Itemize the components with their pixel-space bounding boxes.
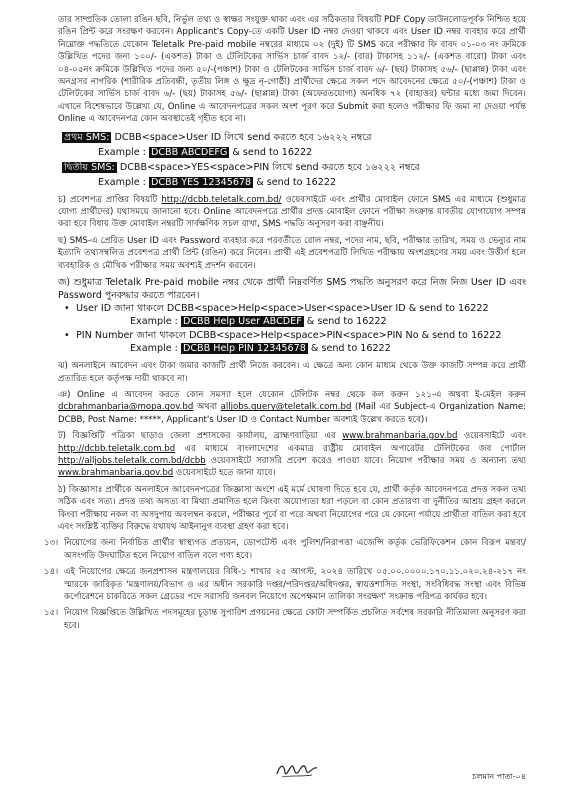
admit-card-notice [58,194,526,231]
teletalk-email-link[interactable]: alljobs.query@teletalk.com.bd [220,402,352,413]
first-sms-text: DCBB<space>User ID লিখে send করতে হবে ১৬২২২ নম্বরে [111,131,372,143]
recovery-user-id-example [58,315,526,329]
support-contact-pre: ঞ) Online এ আবেদন করতে কোন সমস্যা হলে যেকোন টেলিটক নম্বর থেকে কল করুন ১২১-এ অথবা ই-মেইল করুন [58,389,526,400]
recovery-pin-example-label: Example : [130,343,181,355]
circular-availability-m2: এর মাধ্যমে বাংলাদেশের একমাত্র রাষ্ট্রীয় মোবাইল অপারেটর টেলিটকের জব পোর্টাল [175,443,526,454]
recovery-pin-example-code: DCBB Help PIN 12345678 [182,343,306,355]
clause-14 [44,566,526,603]
self-application-paragraph: ঝ) অনলাইনে আবেদন এবং টাকা জমার কাজটি প্রার্থী নিজে করবেন। এ ক্ষেত্রে অন্য কোন মাধ্যম থেকে উক্ত কাজটি সম্পন্ন করে প্রার্থী প্রতারিত হলে কর্তৃপক্ষ দায়ী থাকবে না। [58,361,526,384]
second-sms-example [58,175,526,190]
support-contact-mid: অথবা [193,402,221,413]
second-sms-example-label: Example : [98,176,149,188]
support-contact-paragraph [58,389,526,426]
alljobs-teletalk-link[interactable]: http://alljobs.teletalk.com.bd/dcbb [58,455,206,466]
clause-13-text: নিয়োগের জন্য নির্বাচিত প্রার্থীর স্বাস্থ্যগত প্রত্যয়ন, ডোপটেস্ট এবং পুলিশ/নিরাপত্তা এজেন্সি কর্তৃক ভেরিফিকেশন কোন বিরূপ মন্তব্য/অসংগতি উদঘাটিত হলে নিয়োগ বাতিল বলে গণ্য হবে। [64,538,526,561]
second-sms-example-tail: & send to 16222 [253,176,337,188]
bullet-dot-icon: • [64,330,70,342]
recovery-bullet-pin [58,329,526,342]
recovery-user-id-example-tail: & send to 16222 [303,316,387,328]
declaration-paragraph: ঠ) জিজ্ঞাসাঃ প্রার্থীকে অনলাইনে আবেদনপত্রের জিজ্ঞাসা অংশে এই মর্মে ঘোষণা দিতে হবে যে, প্রার্থী কর্তৃক আবেদনপত্রে প্রদত্ত সকল তথ্য সঠিক এবং সত্য। প্রদত্ত তথ্য অসত্য বা মিথ্যা প্রমাণিত হলে কিংবা অযোগ্যতা ধরা পড়লে বা কোন প্রতারণা বা দুর্নীতির আশ্রয় গ্রহণ করলে কিংবা পরীক্ষায় নকল বা অসদুপায় অবলম্বন করলে, পরীক্ষার পূর্বে বা পরে অথবা নিয়োগের পরে যে কোনো পর্যায়ে প্রার্থীতা বাতিল করা হবে এবং সংশ্লিষ্ট ব্যক্তির বিরুদ্ধে যথাযথ আইনানুগ ব্যবস্থা গ্রহণ করা হবে। [58,484,526,532]
support-contact-post: (Mail এর Subject-এ Organization Name: DCBB, Post Name: *****, Applicant's User ID ও Contact Number অবশ্যই উল্লেখ করতে হবে)। [58,402,526,425]
second-sms-example-code: DCBB YES 12345678 [150,176,252,188]
second-sms-tag: দ্বিতীয় SMS: [64,161,115,173]
dcbb-teletalk-link-2[interactable]: http://dcbb.teletalk.com.bd [58,443,176,454]
circular-availability-m3: ওয়েবসাইটে সরাসরি প্রবেশ করেও পাওয়া যাবে। নিয়োগ পরীক্ষার সময় ও অন্যান্য তথ্য [205,455,526,466]
signature-icon [274,756,320,782]
clause-15 [44,607,526,632]
dc-email-link[interactable]: dcbrahmanbaria@mopa.gov.bd [58,402,194,413]
clause-15-number: ১৫। [44,608,59,619]
circular-availability-pre: ট) বিজ্ঞপ্তিটি পত্রিকা ছাড়াও জেলা প্রশাসকের কার্যালয়, ব্রাহ্মণবাড়িয়া এর [58,431,343,442]
recovery-bullet-pin-text: PIN Number জানা থাকলে DCBB<space>Help<space>PIN<space>PIN No & send to 16222 [76,330,502,342]
circular-availability-m1: ওয়েবসাইটে এবং [457,431,526,442]
circular-availability-post: ওয়েবসাইটে হতে জানা যাবে। [173,468,276,479]
first-sms-instruction [58,130,526,145]
recovery-user-id-example-label: Example : [130,316,181,328]
recovery-bullet-user-id-text: User ID জানা থাকলে DCBB<space>Help<space>User<space>User ID & send to 16222 [76,303,489,315]
clause-14-number: ১৪। [44,567,59,578]
clause-14-text: এই নিয়োগের ক্ষেত্রে জনপ্রশাসন মন্ত্রণালয়ের বিধি-১ শাখার ২৫ আগস্ট, ২০২৪ তারিখে ০৫.০০.০০০০.১৭০.১১.০২০.২৪-২১৭ নং স্মারকে জারিকৃত 'মন্ত্রণালয়/বিভাগ ও এর অধীন সরকারি দপ্তর/পরিদপ্তর/অধিদপ্তর, স্বায়ত্তশাসিত সংস্থা, সংবিধিবদ্ধ সংস্থা এবং বিভিন্ন কর্পোরেশনে চাকরিতে সকল গ্রেডের পদে সরাসরি জনবল নিয়োগে অপেক্ষমান তালিকা সংরক্ষণ' সংক্রান্ত পরিপত্র কার্যকর হবে। [64,567,526,602]
second-sms-text: DCBB<space>YES<space>PIN লিখে send করতে হবে ১৬২২২ নম্বরে [116,161,420,173]
circular-availability-paragraph [58,430,526,480]
admit-card-print-paragraph: ছ) SMS-এ প্রেরিত User ID এবং Password ব্যবহার করে পরবর্তীতে রোল নম্বর, পদের নাম, ছবি, পরীক্ষার তারিখ, সময় ও ভেন্যুর নাম ইত্যাদি তথ্যসম্বলিত প্রবেশপত্র প্রার্থী প্রিন্ট (রঙিন) করে নিবেন। প্রার্থী এই প্রবেশপত্রটি লিখিত পরীক্ষায় অংশগ্রহণের সময় এবং উত্তীর্ণ হলে ব্যবহারিক ও মৌখিক পরীক্ষার সময় অবশ্যই প্রদর্শন করবেন। [58,235,526,271]
recovery-pin-example-tail: & send to 16222 [307,343,391,355]
second-sms-instruction [58,160,526,175]
clause-13-number: ১৩। [44,538,59,549]
admit-card-notice-pre: চ) প্রবেশপত্র প্রাপ্তির বিষয়টি [58,194,162,205]
admit-card-notice-post: ওয়েবসাইটে এবং প্রার্থীর মোবাইল ফোনে SMS এর মাধ্যমে (শুধুমাত্র যোগ্য প্রার্থীদের) যথাসময়ে জানানো হবে। Online আবেদনপত্রে প্রার্থীর প্রদত্ত মোবাইল ফোনে পরীক্ষা সংক্রান্ত যাবতীয় যোগাযোগ সম্পন্ন করা হবে বিধায় উক্ত মোবাইল নম্বরটি সার্বক্ষণিক সচল রাখা, SMS পদ্ধতি অনুসরণ করা বাঞ্ছনীয়। [58,194,526,230]
first-sms-example-label: Example : [98,146,149,158]
first-sms-example [58,145,526,160]
dcbb-teletalk-link[interactable]: http://dcbb.teletalk.com.bd/ [161,194,282,205]
clause-13 [44,537,526,562]
recovery-pin-example [58,342,526,356]
recovery-user-id-example-code: DCBB Help User ABCDEF [182,316,302,328]
intro-paragraph: তার সাম্প্রতিক তোলা রঙিন ছবি, নির্ভুল তথ্য ও স্বাক্ষর সংযুক্ত থাকা এবং এর সঠিকতার বিষয়টি PDF Copy ডাউনলোডপূর্বক নিশ্চিত হয়ে রঙিন প্রিন্ট করে সংরক্ষণ করবেন। Applicant's Copy-তে একটি User ID নম্বর দেওয়া থাকবে এবং User ID নম্বর ব্যবহার করে প্রার্থী নিম্নোক্ত পদ্ধতিতে যেকোন Teletalk Pre-paid mobile নম্বরের মাধ্যমে ০২ (দুই) টি SMS করে পরীক্ষার ফি বাবদ ০১-০৩ নং ক্রমিকে উল্লিখিত পদের জন্য ১০০/- (একশত) টাকা ও টেলিটকের সার্ভিস চার্জ বাবদ ১২/- (বার) টাকাসহ ১১২/- (একশত বারো) টাকা এবং ০৪-০৫নং ক্রমিকে উল্লিখিত পদের জন্য ৫০/-(পঞ্চাশ) টাকা ও টেলিটকের সার্ভিস চার্জ বাবদ ৬/- (ছয়) টাকাসহ ৫৬/- (ছাপ্পান্ন) টাকা এবং অনগ্রসর নাগরিক (শারীরিক প্রতিবন্ধী, তৃতীয় লিঙ্গ ও ক্ষুদ্র নৃ-গোষ্ঠী) প্রার্থীদের ক্ষেত্রে সকল পদে আবেদনের ক্ষেত্রে ৫০/-(পঞ্চাশ) টাকা ও টেলিটকের সার্ভিস চার্জ বাবদ ৬/- (ছয়) টাকাসহ ৫৬/- (ছাপ্পান্ন) টাকা (অফেরতযোগ্য) অনধিক ৭২ (বাহাত্তর) ঘন্টার মধ্যে জমা দিবেন। এখানে বিশেষভাবে উল্লেখ্য যে, Online এ আবেদনপত্রের সকল অংশ পূরণ করে Submit করা হলেও পরীক্ষার ফি জমা না দেওয়া পর্যন্ত Online এ আবেদনপত্র কোন অবস্থাতেই গৃহীত হবে না। [58,15,526,125]
brahmanbaria-gov-link[interactable]: www.brahmanbaria.gov.bd [342,431,458,442]
continued-page-number: চলমান পাতা-০৪ [472,772,526,781]
first-sms-example-tail: & send to 16222 [229,146,313,158]
clause-15-text: নিয়োগ বিজ্ঞপ্তিতে উল্লিখিত পদসমূহের চূড়ান্ত সুপারিশ প্রণয়নের ক্ষেত্রে কোটা সম্পর্কিত প্রচলিত সর্বশেষ সরকারি নীতিমালা অনুসরণ করা হবে। [64,608,526,631]
first-sms-tag: প্রথম SMS: [64,131,110,143]
bullet-dot-icon: • [64,303,70,315]
brahmanbaria-gov-link-2[interactable]: www.brahmanbaria.gov.bd [58,468,174,479]
password-recovery-intro: জ) শুধুমাত্র Teletalk Pre-paid mobile নম্বর থেকে প্রার্থী নিম্নবর্ণিত SMS পদ্ধতি অনুসরণ করে নিজ নিজ User ID এবং Password পুনরুদ্ধার করতে পারবেন। [58,277,526,302]
recovery-bullet-user-id [58,302,526,315]
first-sms-example-code: DCBB ABCDEFG [150,146,228,158]
